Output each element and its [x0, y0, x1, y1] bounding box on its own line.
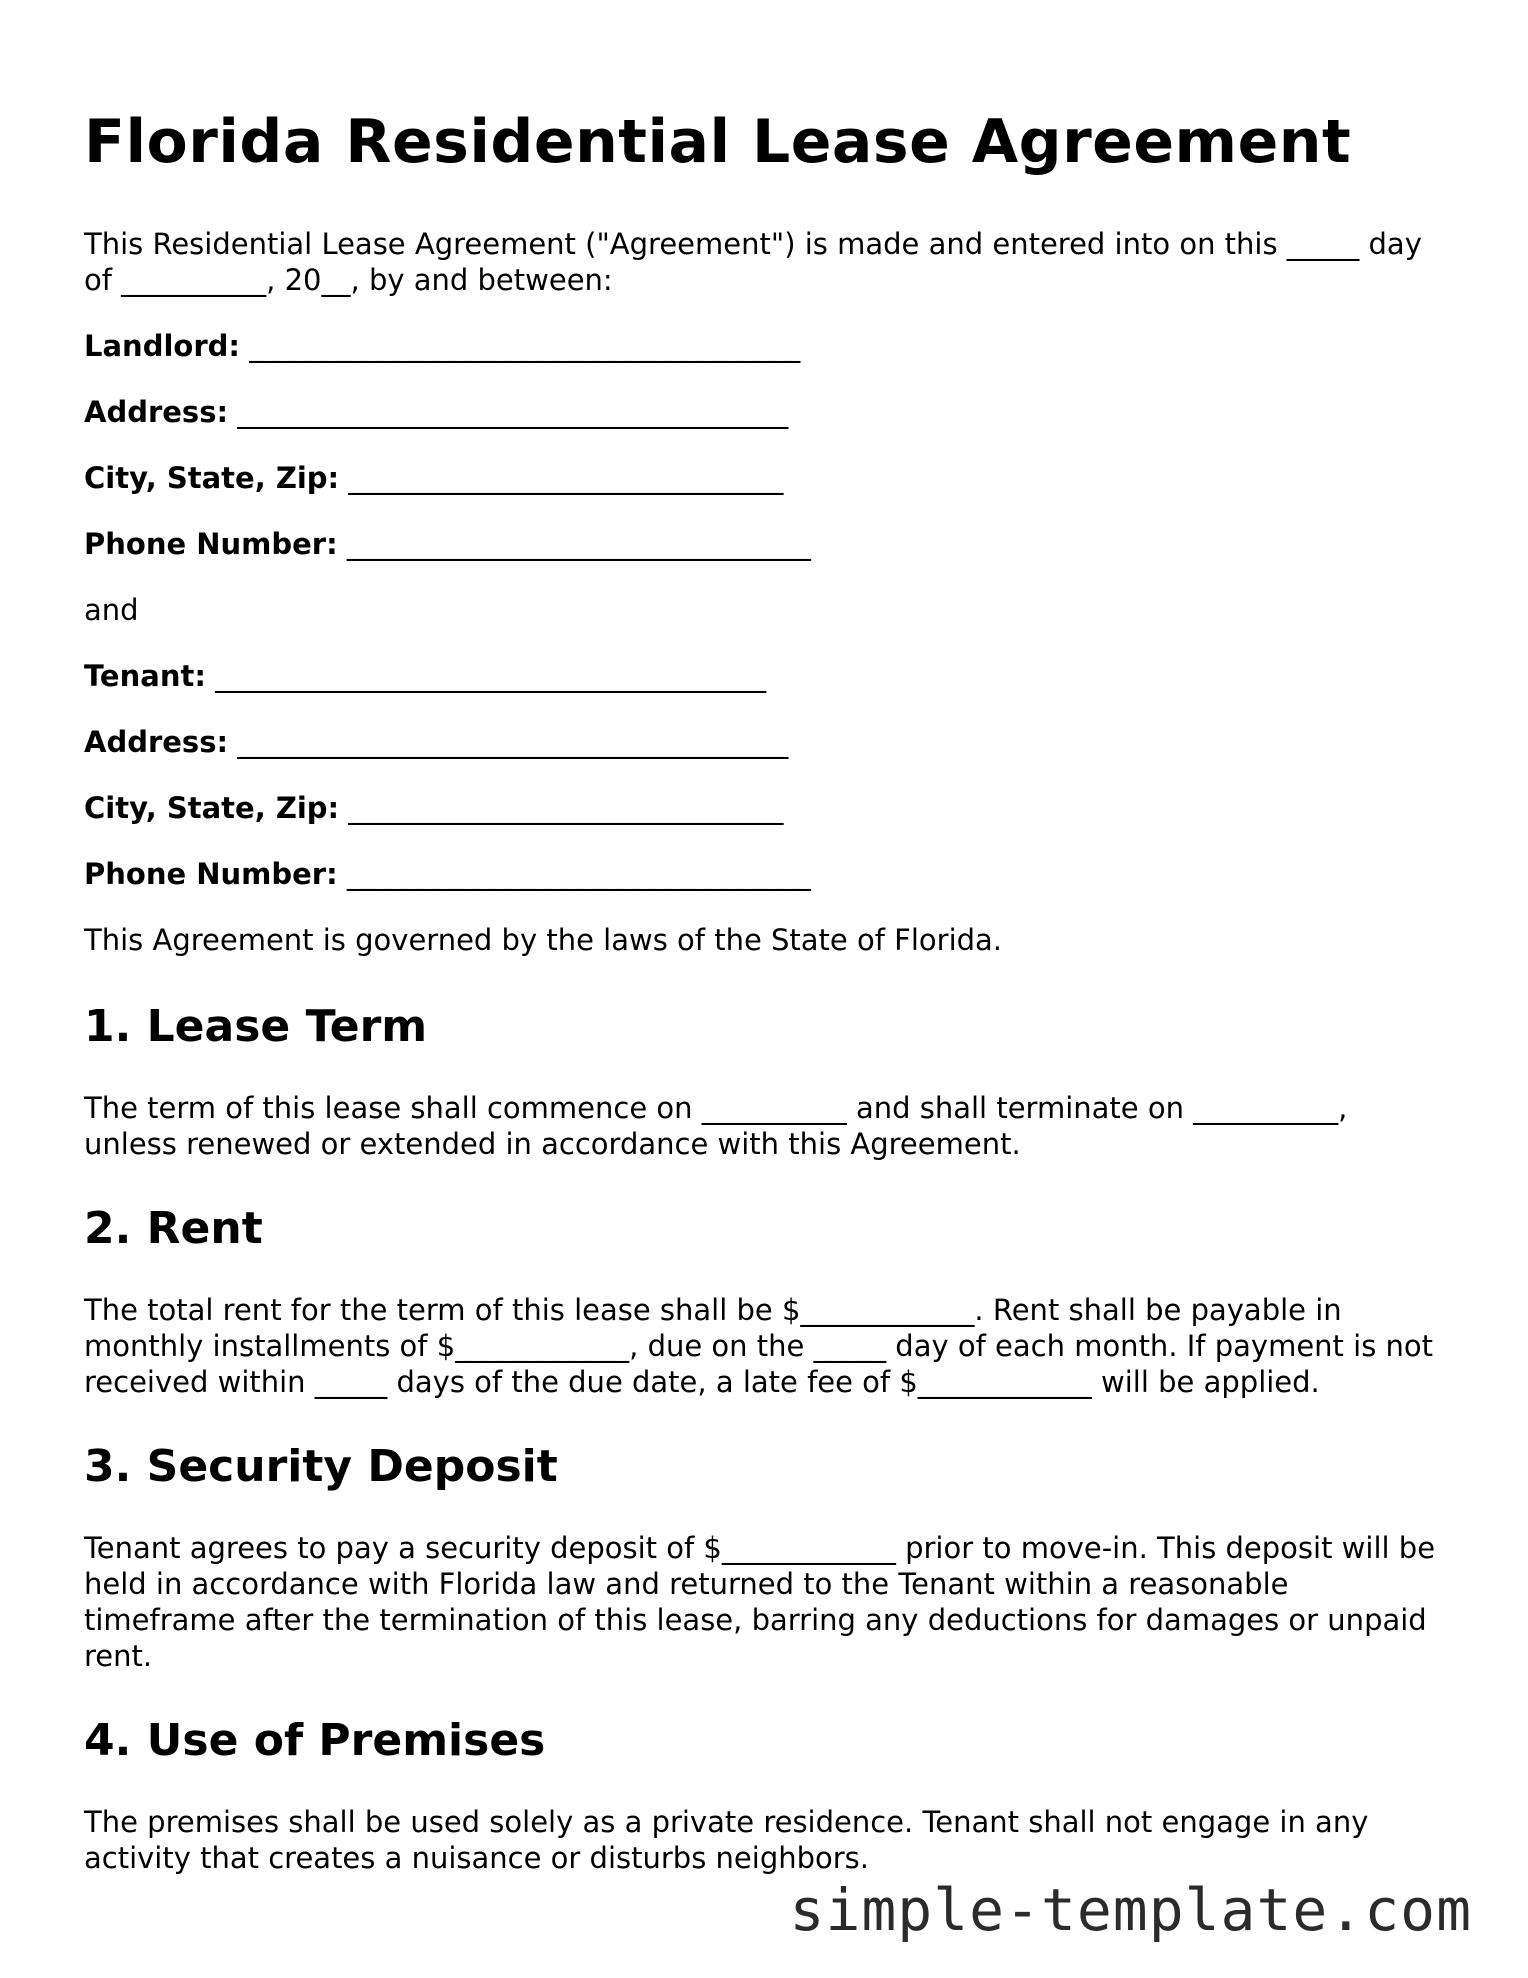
document-title: Florida Residential Lease Agreement	[84, 107, 1352, 177]
section-heading-use-of-premises: 4. Use of Premises	[84, 1715, 546, 1766]
tenant-phone-label: Phone Number:	[84, 857, 338, 891]
landlord-name-field[interactable]	[84, 328, 1444, 364]
section-body-security-deposit: Tenant agrees to pay a security deposit of $____________ prior to move-in. This deposit will be held in accordance with Florida law and returned to the Tenant within a reasonable timeframe after the termination of this lease, barring any deductions for damages or unpaid rent.	[84, 1531, 1436, 1673]
tenant-name-field[interactable]	[84, 658, 1444, 694]
and-text: and	[84, 593, 139, 627]
landlord-phone-field[interactable]	[84, 526, 1444, 562]
landlord-phone-blank[interactable]: ________________________________	[337, 527, 811, 561]
section-body-lease-term: The term of this lease shall commence on __________ and shall terminate on __________, unless renewed or extended in accordance with this Agreement.	[84, 1091, 1348, 1161]
lease-document	[84, 104, 1444, 1916]
watermark-text: simple-template.com	[789, 1876, 1472, 1944]
tenant-city-blank[interactable]: ______________________________	[339, 791, 784, 825]
section-body-use-of-premises: The premises shall be used solely as a private residence. Tenant shall not engage in any activity that creates a nuisance or disturbs neighbors.	[84, 1805, 1369, 1875]
section-body-rent: The total rent for the term of this lease shall be $____________. Rent shall be payable in monthly installments of $____________, due on the _____ day of each month. If payment is not received within _____ days of the due date, a late fee of $____________ will be applied.	[84, 1293, 1434, 1399]
governing-law-text: This Agreement is governed by the laws of the State of Florida.	[84, 923, 1003, 957]
tenant-name-label: Tenant:	[84, 659, 206, 693]
section-heading-security-deposit: 3. Security Deposit	[84, 1441, 558, 1492]
tenant-city-field[interactable]	[84, 790, 1444, 826]
intro-paragraph: This Residential Lease Agreement ("Agreement") is made and entered into on this _____ day of __________, 20__, by and between:	[84, 227, 1422, 297]
tenant-phone-field[interactable]	[84, 856, 1444, 892]
landlord-city-label: City, State, Zip:	[84, 461, 340, 495]
tenant-address-blank[interactable]: ______________________________________	[228, 725, 789, 759]
tenant-phone-blank[interactable]: ________________________________	[337, 857, 811, 891]
landlord-name-label: Landlord:	[84, 329, 240, 363]
landlord-address-label: Address:	[84, 395, 229, 429]
tenant-address-field[interactable]	[84, 724, 1444, 760]
section-heading-rent: 2. Rent	[84, 1203, 263, 1254]
section-heading-lease-term: 1. Lease Term	[84, 1001, 428, 1052]
landlord-phone-label: Phone Number:	[84, 527, 338, 561]
landlord-address-field[interactable]	[84, 394, 1444, 430]
landlord-address-blank[interactable]: ______________________________________	[228, 395, 789, 429]
landlord-city-blank[interactable]: ______________________________	[339, 461, 784, 495]
landlord-name-blank[interactable]: ______________________________________	[239, 329, 801, 363]
tenant-name-blank[interactable]: ______________________________________	[205, 659, 767, 693]
tenant-city-label: City, State, Zip:	[84, 791, 340, 825]
tenant-address-label: Address:	[84, 725, 229, 759]
landlord-city-field[interactable]	[84, 460, 1444, 496]
